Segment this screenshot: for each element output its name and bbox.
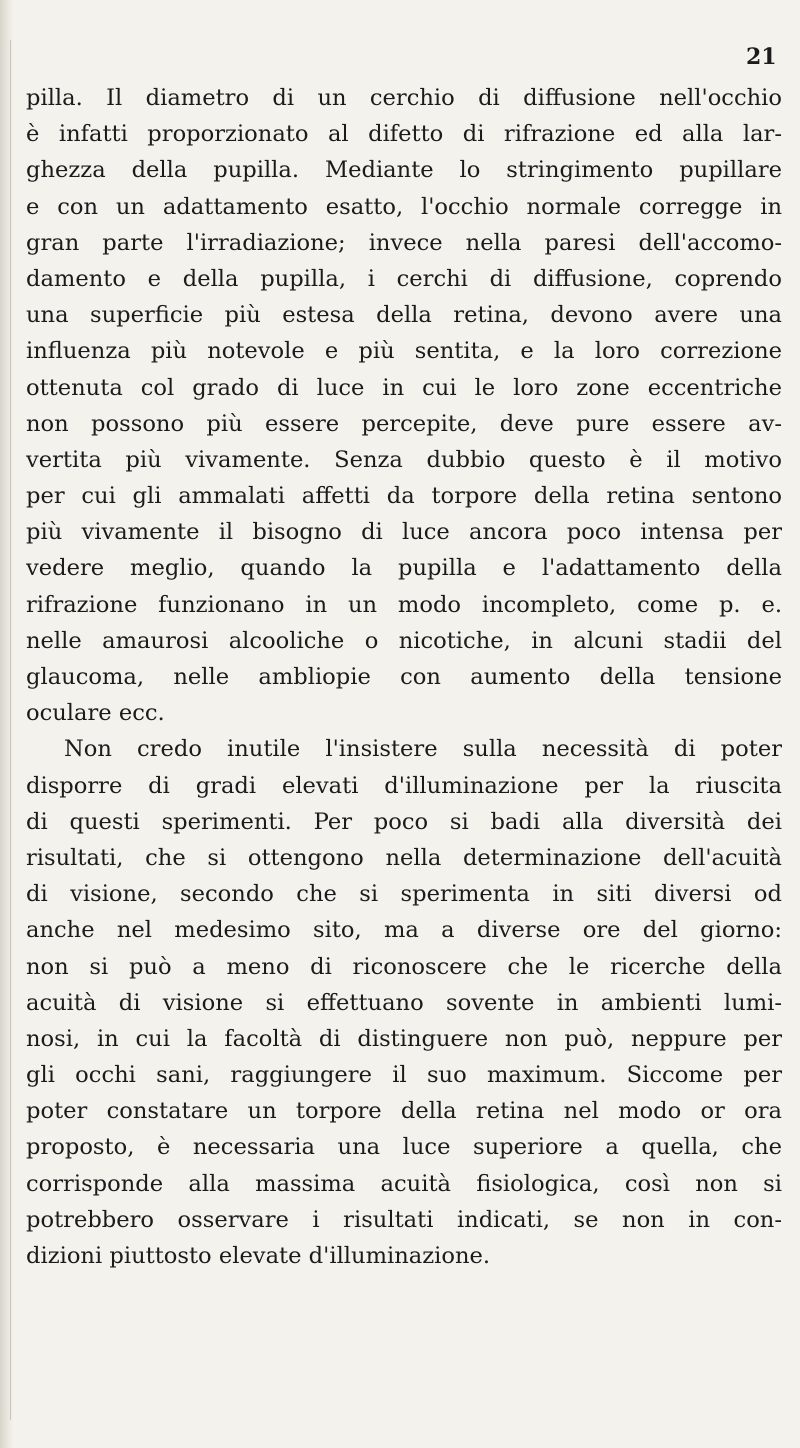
text-line: gli occhi sani, raggiungere il suo maximum. Siccome per: [26, 1062, 782, 1089]
text-line: nelle amaurosi alcooliche o nicotiche, in alcuni stadii del: [26, 627, 782, 654]
text-line: una superficie più estesa della retina, devono avere una: [26, 302, 782, 329]
text-line: influenza più notevole e più sentita, e la loro correzione: [26, 338, 782, 365]
text-line: vertita più vivamente. Senza dubbio questo è il motivo: [26, 446, 782, 473]
text-line: pilla. Il diametro di un cerchio di diffusione nell'occhio: [26, 85, 782, 111]
paragraph-end-line: oculare ecc.: [26, 700, 165, 727]
text-line: risultati, che si ottengono nella determinazione dell'acuità: [26, 844, 782, 871]
page-gutter-shadow: [0, 0, 14, 1448]
text-line: è infatti proporzionato al difetto di rifrazione ed alla lar-: [26, 121, 782, 148]
text-line: più vivamente il bisogno di luce ancora poco intensa per: [26, 519, 782, 546]
text-line: e con un adattamento esatto, l'occhio normale corregge in: [26, 193, 782, 220]
text-line: rifrazione funzionano in un modo incompleto, come p. e.: [26, 591, 782, 618]
text-line: potrebbero osservare i risultati indicati, se non in con-: [26, 1206, 782, 1233]
text-line: di questi sperimenti. Per poco si badi alla diversità dei: [26, 808, 782, 835]
body-text: [26, 80, 782, 1274]
text-line: ghezza della pupilla. Mediante lo stringimento pupillare: [26, 157, 782, 184]
text-line: ottenuta col grado di luce in cui le loro zone eccentriche: [26, 374, 782, 401]
text-line: non si può a meno di riconoscere che le ricerche della: [26, 953, 782, 980]
paragraph-start-line: Non credo inutile l'insistere sulla necessità di poter: [64, 736, 782, 763]
text-line: damento e della pupilla, i cerchi di diffusione, coprendo: [26, 265, 782, 292]
text-line: glaucoma, nelle ambliopie con aumento della tensione: [26, 664, 782, 690]
text-line: proposto, è necessaria una luce superiore a quella, che: [26, 1134, 782, 1161]
page-number: 21: [746, 44, 777, 70]
page-gutter-line: [10, 40, 11, 1420]
text-line: gran parte l'irradiazione; invece nella paresi dell'accomo-: [26, 229, 782, 256]
text-line: corrisponde alla massima acuità fisiologica, così non si: [26, 1170, 782, 1197]
text-line: disporre di gradi elevati d'illuminazione per la riuscita: [26, 772, 782, 799]
text-line: nosi, in cui la facoltà di distinguere non può, neppure per: [26, 1025, 782, 1052]
paragraph-end-line: dizioni piuttosto elevate d'illuminazione.: [26, 1243, 491, 1269]
text-line: per cui gli ammalati affetti da torpore della retina sentono: [26, 483, 782, 510]
text-line: vedere meglio, quando la pupilla e l'adattamento della: [26, 555, 782, 582]
text-line: di visione, secondo che si sperimenta in siti diversi od: [26, 881, 782, 908]
text-line: acuità di visione si effettuano sovente in ambienti lumi-: [26, 989, 782, 1016]
text-line: non possono più essere percepite, deve pure essere av-: [26, 410, 782, 437]
text-line: poter constatare un torpore della retina nel modo or ora: [26, 1098, 782, 1125]
text-line: anche nel medesimo sito, ma a diverse ore del giorno:: [26, 917, 782, 944]
